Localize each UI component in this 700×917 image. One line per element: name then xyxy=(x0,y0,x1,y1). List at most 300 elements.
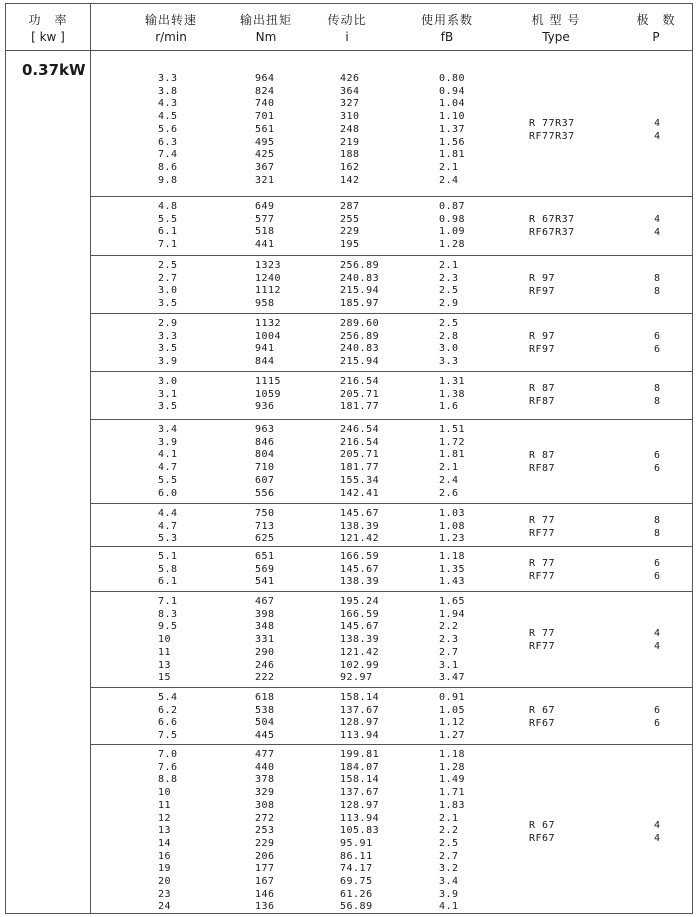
pole-count: 8 xyxy=(654,286,661,298)
rating-table xyxy=(5,3,693,914)
service-factor-cell: 2.6 xyxy=(439,487,459,499)
ratio-cell: 255 xyxy=(340,213,360,225)
torque-cell: 378 xyxy=(255,774,275,786)
table-group xyxy=(91,745,692,913)
service-factor-cell: 3.0 xyxy=(439,343,459,355)
torque-cell: 229 xyxy=(255,837,275,849)
torque-cell: 824 xyxy=(255,85,275,97)
ratio-cell: 195.24 xyxy=(340,596,380,607)
table-group xyxy=(91,314,692,372)
speed-cell: 15 xyxy=(158,672,172,684)
speed-cell: 8.6 xyxy=(158,161,178,173)
service-factor-cell: 1.09 xyxy=(439,226,466,238)
torque-cell: 844 xyxy=(255,356,275,368)
speed-cell: 3.5 xyxy=(158,401,178,413)
torque-cell: 440 xyxy=(255,761,275,773)
speed-cell: 13 xyxy=(158,825,172,837)
ratio-cell: 145.67 xyxy=(340,563,380,575)
header-divider xyxy=(90,4,91,50)
service-factor-cell: 1.18 xyxy=(439,749,466,760)
ratio-cell: 289.60 xyxy=(340,318,380,329)
torque-cell: 290 xyxy=(255,646,275,658)
ratio-cell: 138.39 xyxy=(340,520,380,532)
ratio-cell: 121.42 xyxy=(340,646,380,658)
torque-cell: 495 xyxy=(255,136,275,148)
ratio-cell: 142.41 xyxy=(340,487,380,499)
service-factor-cell: 2.1 xyxy=(439,260,459,271)
torque-cell: 649 xyxy=(255,201,275,212)
ratio-cell: 215.94 xyxy=(340,285,380,297)
service-factor-cell: 1.94 xyxy=(439,608,466,620)
type-code: R 87 xyxy=(529,450,556,462)
torque-cell: 1004 xyxy=(255,330,282,342)
service-factor-cell: 2.3 xyxy=(439,634,459,646)
service-factor-cell: 1.72 xyxy=(439,436,466,448)
speed-cell: 9.8 xyxy=(158,174,178,186)
speed-cell: 3.3 xyxy=(158,73,178,84)
service-factor-cell: 1.12 xyxy=(439,717,466,729)
ratio-cell: 95.91 xyxy=(340,837,373,849)
service-factor-cell: 1.65 xyxy=(439,596,466,607)
torque-cell: 538 xyxy=(255,704,275,716)
speed-cell: 4.7 xyxy=(158,520,178,532)
torque-cell: 441 xyxy=(255,239,275,251)
speed-cell: 4.8 xyxy=(158,201,178,212)
speed-cell: 4.4 xyxy=(158,508,178,519)
torque-cell: 750 xyxy=(255,508,275,519)
ratio-cell: 248 xyxy=(340,123,360,135)
pole-count: 6 xyxy=(654,718,661,730)
speed-cell: 2.5 xyxy=(158,260,178,271)
type-code: R 97 xyxy=(529,273,556,285)
speed-cell: 4.5 xyxy=(158,111,178,123)
service-factor-cell: 3.4 xyxy=(439,876,459,887)
torque-cell: 1240 xyxy=(255,272,282,284)
power-value: 0.37kW xyxy=(22,61,86,79)
torque-cell: 398 xyxy=(255,608,275,620)
header-torque: 输出扭矩 Nm xyxy=(239,13,292,44)
service-factor-cell: 0.91 xyxy=(439,692,466,703)
speed-cell: 3.0 xyxy=(158,285,178,297)
torque-cell: 625 xyxy=(255,533,275,545)
torque-cell: 1132 xyxy=(255,318,282,329)
ratio-cell: 185.97 xyxy=(340,298,380,310)
ratio-cell: 158.14 xyxy=(340,692,380,703)
ratio-cell: 199.81 xyxy=(340,749,380,760)
service-factor-cell: 0.87 xyxy=(439,201,466,212)
header-ratio: 传动比 i xyxy=(327,13,367,44)
ratio-cell: 145.67 xyxy=(340,508,380,519)
service-factor-cell: 2.2 xyxy=(439,825,459,837)
service-factor-cell: 1.49 xyxy=(439,774,466,786)
speed-cell: 12 xyxy=(158,812,172,824)
pole-count: 4 xyxy=(654,819,661,831)
pole-count: 6 xyxy=(654,344,661,356)
type-code: R 77 xyxy=(529,558,556,570)
service-factor-cell: 1.37 xyxy=(439,123,466,135)
torque-cell: 561 xyxy=(255,123,275,135)
ratio-cell: 205.71 xyxy=(340,388,380,400)
ratio-cell: 240.83 xyxy=(340,343,380,355)
service-factor-cell: 2.7 xyxy=(439,646,459,658)
ratio-cell: 184.07 xyxy=(340,761,380,773)
speed-cell: 2.7 xyxy=(158,272,178,284)
speed-cell: 8.8 xyxy=(158,774,178,786)
speed-cell: 11 xyxy=(158,646,172,658)
header-speed: 输出转速 r/min xyxy=(144,13,197,44)
header-power: 功 率 [ kw ] xyxy=(28,13,68,44)
ratio-cell: 188 xyxy=(340,149,360,161)
speed-cell: 23 xyxy=(158,888,172,900)
type-code: RF77 xyxy=(529,571,556,583)
ratio-cell: 121.42 xyxy=(340,533,380,545)
torque-cell: 1059 xyxy=(255,388,282,400)
service-factor-cell: 1.56 xyxy=(439,136,466,148)
service-factor-cell: 1.71 xyxy=(439,787,466,799)
service-factor-cell: 1.03 xyxy=(439,508,466,519)
pole-count: 6 xyxy=(654,331,661,343)
service-factor-cell: 2.4 xyxy=(439,174,459,186)
speed-cell: 3.3 xyxy=(158,330,178,342)
service-factor-cell: 2.1 xyxy=(439,812,459,824)
ratio-cell: 327 xyxy=(340,98,360,110)
service-factor-cell: 0.80 xyxy=(439,73,466,84)
table-group xyxy=(91,372,692,420)
service-factor-cell: 1.04 xyxy=(439,98,466,110)
torque-cell: 958 xyxy=(255,298,275,310)
torque-cell: 618 xyxy=(255,692,275,703)
torque-cell: 541 xyxy=(255,576,275,588)
service-factor-cell: 0.98 xyxy=(439,213,466,225)
speed-cell: 3.5 xyxy=(158,298,178,310)
pole-count: 4 xyxy=(654,214,661,226)
service-factor-cell: 1.23 xyxy=(439,533,466,545)
service-factor-cell: 3.47 xyxy=(439,672,466,684)
ratio-cell: 105.83 xyxy=(340,825,380,837)
type-code: RF77 xyxy=(529,641,556,653)
speed-cell: 6.6 xyxy=(158,717,178,729)
service-factor-cell: 2.5 xyxy=(439,837,459,849)
table-header xyxy=(6,4,692,51)
speed-cell: 4.7 xyxy=(158,462,178,474)
pole-count: 4 xyxy=(654,832,661,844)
torque-cell: 1323 xyxy=(255,260,282,271)
service-factor-cell: 1.18 xyxy=(439,551,466,562)
ratio-cell: 138.39 xyxy=(340,576,380,588)
speed-cell: 6.1 xyxy=(158,226,178,238)
speed-cell: 3.5 xyxy=(158,343,178,355)
speed-cell: 4.3 xyxy=(158,98,178,110)
speed-cell: 3.8 xyxy=(158,85,178,97)
speed-cell: 5.4 xyxy=(158,692,178,703)
torque-cell: 246 xyxy=(255,659,275,671)
table-group xyxy=(91,547,692,592)
speed-cell: 7.0 xyxy=(158,749,178,760)
service-factor-cell: 1.6 xyxy=(439,401,459,413)
type-code: R 77R37 xyxy=(529,118,575,130)
service-factor-cell: 3.1 xyxy=(439,659,459,671)
ratio-cell: 102.99 xyxy=(340,659,380,671)
service-factor-cell: 1.81 xyxy=(439,449,466,461)
table-group xyxy=(91,256,692,314)
service-factor-cell: 2.2 xyxy=(439,621,459,633)
speed-cell: 5.5 xyxy=(158,213,178,225)
power-column xyxy=(6,51,91,913)
ratio-cell: 205.71 xyxy=(340,449,380,461)
speed-cell: 2.9 xyxy=(158,318,178,329)
table-group xyxy=(91,197,692,256)
torque-cell: 964 xyxy=(255,73,275,84)
torque-cell: 308 xyxy=(255,799,275,811)
pole-count: 4 xyxy=(654,227,661,239)
speed-cell: 13 xyxy=(158,659,172,671)
type-code: R 97 xyxy=(529,331,556,343)
service-factor-cell: 3.2 xyxy=(439,863,459,875)
speed-cell: 6.0 xyxy=(158,487,178,499)
service-factor-cell: 1.51 xyxy=(439,424,466,435)
ratio-cell: 166.59 xyxy=(340,551,380,562)
service-factor-cell: 1.28 xyxy=(439,761,466,773)
table-group xyxy=(91,688,692,745)
speed-cell: 11 xyxy=(158,799,172,811)
type-code: R 77 xyxy=(529,515,556,527)
type-code: RF77R37 xyxy=(529,131,575,143)
ratio-cell: 162 xyxy=(340,161,360,173)
ratio-cell: 69.75 xyxy=(340,876,373,887)
torque-cell: 206 xyxy=(255,850,275,862)
ratio-cell: 113.94 xyxy=(340,812,380,824)
service-factor-cell: 4.1 xyxy=(439,901,459,913)
ratio-cell: 256.89 xyxy=(340,330,380,342)
speed-cell: 3.4 xyxy=(158,424,178,435)
torque-cell: 804 xyxy=(255,449,275,461)
service-factor-cell: 3.3 xyxy=(439,356,459,368)
torque-cell: 329 xyxy=(255,787,275,799)
service-factor-cell: 1.10 xyxy=(439,111,466,123)
ratio-cell: 426 xyxy=(340,73,360,84)
type-code: RF67 xyxy=(529,718,556,730)
table-group xyxy=(91,592,692,688)
torque-cell: 177 xyxy=(255,863,275,875)
ratio-cell: 142 xyxy=(340,174,360,186)
ratio-cell: 128.97 xyxy=(340,799,380,811)
torque-cell: 936 xyxy=(255,401,275,413)
service-factor-cell: 2.4 xyxy=(439,474,459,486)
service-factor-cell: 1.08 xyxy=(439,520,466,532)
ratio-cell: 128.97 xyxy=(340,717,380,729)
ratio-cell: 158.14 xyxy=(340,774,380,786)
torque-cell: 701 xyxy=(255,111,275,123)
ratio-cell: 137.67 xyxy=(340,787,380,799)
speed-cell: 7.6 xyxy=(158,761,178,773)
speed-cell: 8.3 xyxy=(158,608,178,620)
pole-count: 4 xyxy=(654,131,661,143)
torque-cell: 651 xyxy=(255,551,275,562)
speed-cell: 3.1 xyxy=(158,388,178,400)
torque-cell: 846 xyxy=(255,436,275,448)
ratio-cell: 166.59 xyxy=(340,608,380,620)
speed-cell: 6.2 xyxy=(158,704,178,716)
type-code: RF97 xyxy=(529,344,556,356)
torque-cell: 331 xyxy=(255,634,275,646)
service-factor-cell: 2.9 xyxy=(439,298,459,310)
pole-count: 6 xyxy=(654,558,661,570)
ratio-cell: 310 xyxy=(340,111,360,123)
service-factor-cell: 2.1 xyxy=(439,161,459,173)
speed-cell: 6.1 xyxy=(158,576,178,588)
ratio-cell: 216.54 xyxy=(340,436,380,448)
type-code: RF67 xyxy=(529,832,556,844)
torque-cell: 222 xyxy=(255,672,275,684)
speed-cell: 5.1 xyxy=(158,551,178,562)
speed-cell: 4.1 xyxy=(158,449,178,461)
torque-cell: 569 xyxy=(255,563,275,575)
ratio-cell: 74.17 xyxy=(340,863,373,875)
ratio-cell: 138.39 xyxy=(340,634,380,646)
ratio-cell: 215.94 xyxy=(340,356,380,368)
ratio-cell: 216.54 xyxy=(340,376,380,387)
service-factor-cell: 1.31 xyxy=(439,376,466,387)
pole-count: 8 xyxy=(654,273,661,285)
speed-cell: 7.4 xyxy=(158,149,178,161)
pole-count: 6 xyxy=(654,705,661,717)
table-group xyxy=(91,420,692,504)
ratio-cell: 137.67 xyxy=(340,704,380,716)
speed-cell: 5.6 xyxy=(158,123,178,135)
torque-cell: 477 xyxy=(255,749,275,760)
torque-cell: 136 xyxy=(255,901,275,913)
torque-cell: 348 xyxy=(255,621,275,633)
service-factor-cell: 2.5 xyxy=(439,318,459,329)
speed-cell: 3.0 xyxy=(158,376,178,387)
speed-cell: 7.1 xyxy=(158,239,178,251)
torque-cell: 556 xyxy=(255,487,275,499)
speed-cell: 20 xyxy=(158,876,172,887)
service-factor-cell: 1.38 xyxy=(439,388,466,400)
ratio-cell: 287 xyxy=(340,201,360,212)
ratio-cell: 256.89 xyxy=(340,260,380,271)
service-factor-cell: 2.1 xyxy=(439,462,459,474)
type-code: RF87 xyxy=(529,463,556,475)
speed-cell: 16 xyxy=(158,850,172,862)
pole-count: 6 xyxy=(654,450,661,462)
pole-count: 6 xyxy=(654,571,661,583)
type-code: RF67R37 xyxy=(529,227,575,239)
speed-cell: 10 xyxy=(158,787,172,799)
speed-cell: 5.8 xyxy=(158,563,178,575)
table-group xyxy=(91,51,692,197)
torque-cell: 253 xyxy=(255,825,275,837)
torque-cell: 1112 xyxy=(255,285,282,297)
type-code: RF77 xyxy=(529,528,556,540)
ratio-cell: 219 xyxy=(340,136,360,148)
service-factor-cell: 1.28 xyxy=(439,239,466,251)
torque-cell: 272 xyxy=(255,812,275,824)
service-factor-cell: 2.8 xyxy=(439,330,459,342)
pole-count: 4 xyxy=(654,628,661,640)
table-group xyxy=(91,504,692,547)
ratio-cell: 229 xyxy=(340,226,360,238)
header-service-factor: 使用系数 fB xyxy=(420,13,473,44)
type-code: R 87 xyxy=(529,383,556,395)
service-factor-cell: 0.94 xyxy=(439,85,466,97)
speed-cell: 7.5 xyxy=(158,730,178,742)
service-factor-cell: 2.3 xyxy=(439,272,459,284)
service-factor-cell: 2.7 xyxy=(439,850,459,862)
speed-cell: 5.5 xyxy=(158,474,178,486)
torque-cell: 445 xyxy=(255,730,275,742)
pole-count: 8 xyxy=(654,515,661,527)
service-factor-cell: 3.9 xyxy=(439,888,459,900)
speed-cell: 6.3 xyxy=(158,136,178,148)
ratio-cell: 195 xyxy=(340,239,360,251)
torque-cell: 518 xyxy=(255,226,275,238)
pole-count: 8 xyxy=(654,383,661,395)
torque-cell: 710 xyxy=(255,462,275,474)
service-factor-cell: 1.27 xyxy=(439,730,466,742)
service-factor-cell: 1.83 xyxy=(439,799,466,811)
ratio-cell: 92.97 xyxy=(340,672,373,684)
speed-cell: 9.5 xyxy=(158,621,178,633)
ratio-cell: 181.77 xyxy=(340,401,380,413)
type-code: R 67 xyxy=(529,819,556,831)
pole-count: 4 xyxy=(654,641,661,653)
torque-cell: 425 xyxy=(255,149,275,161)
ratio-cell: 61.26 xyxy=(340,888,373,900)
torque-cell: 941 xyxy=(255,343,275,355)
ratio-cell: 246.54 xyxy=(340,424,380,435)
service-factor-cell: 2.5 xyxy=(439,285,459,297)
type-code: RF87 xyxy=(529,396,556,408)
speed-cell: 3.9 xyxy=(158,356,178,368)
speed-cell: 14 xyxy=(158,837,172,849)
torque-cell: 740 xyxy=(255,98,275,110)
type-code: R 77 xyxy=(529,628,556,640)
ratio-cell: 86.11 xyxy=(340,850,373,862)
torque-cell: 467 xyxy=(255,596,275,607)
torque-cell: 1115 xyxy=(255,376,282,387)
torque-cell: 713 xyxy=(255,520,275,532)
speed-cell: 10 xyxy=(158,634,172,646)
ratio-cell: 56.89 xyxy=(340,901,373,913)
type-code: RF97 xyxy=(529,286,556,298)
service-factor-cell: 1.43 xyxy=(439,576,466,588)
ratio-cell: 113.94 xyxy=(340,730,380,742)
torque-cell: 321 xyxy=(255,174,275,186)
pole-count: 8 xyxy=(654,528,661,540)
service-factor-cell: 1.05 xyxy=(439,704,466,716)
ratio-cell: 364 xyxy=(340,85,360,97)
type-code: R 67 xyxy=(529,705,556,717)
ratio-cell: 145.67 xyxy=(340,621,380,633)
type-code: R 67R37 xyxy=(529,214,575,226)
torque-cell: 963 xyxy=(255,424,275,435)
pole-count: 8 xyxy=(654,396,661,408)
header-type: 机 型 号 Type xyxy=(531,13,581,44)
torque-cell: 146 xyxy=(255,888,275,900)
ratio-cell: 155.34 xyxy=(340,474,380,486)
torque-cell: 607 xyxy=(255,474,275,486)
service-factor-cell: 1.81 xyxy=(439,149,466,161)
service-factor-cell: 1.35 xyxy=(439,563,466,575)
pole-count: 6 xyxy=(654,463,661,475)
speed-cell: 19 xyxy=(158,863,172,875)
torque-cell: 367 xyxy=(255,161,275,173)
speed-cell: 5.3 xyxy=(158,533,178,545)
ratio-cell: 240.83 xyxy=(340,272,380,284)
header-poles: 极 数 P xyxy=(636,13,676,44)
speed-cell: 7.1 xyxy=(158,596,178,607)
